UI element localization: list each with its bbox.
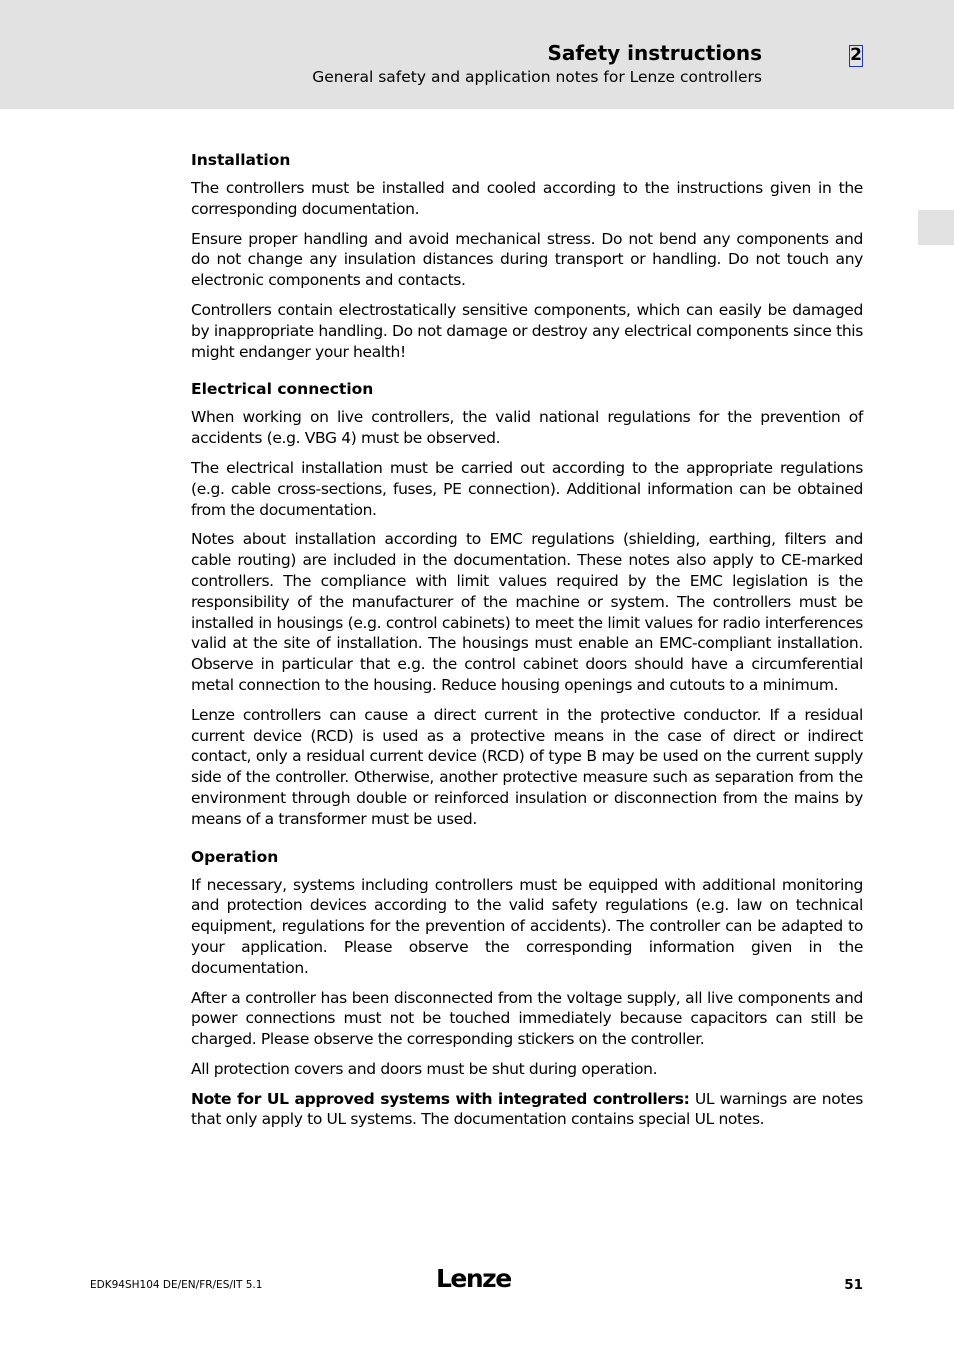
- electrical-paragraph-2: The electrical installation must be carried out according to the appropriate regulations (e.g. cable cross-sections, fuses, PE connection). Additional information can be obtained from the documentation.: [191, 458, 863, 519]
- installation-heading: Installation: [191, 151, 291, 169]
- lenze-logo: Lenze: [436, 1264, 511, 1293]
- electrical-heading: Electrical connection: [191, 380, 374, 399]
- ul-note: [191, 1089, 863, 1131]
- chapter-side-tab: [918, 210, 954, 245]
- installation-paragraph-3: Controllers contain electrostatically sensitive components, which can easily be damaged by inappropriate handling. Do not damage or destroy any electrical components since this might endanger your health!: [191, 300, 863, 361]
- ul-note-label: Note for UL approved systems with integrated controllers:: [191, 1089, 690, 1108]
- chapter-number[interactable]: 2: [850, 45, 862, 65]
- operation-paragraph-1: If necessary, systems including controllers must be equipped with additional monitoring and protection devices according to the valid safety regulations (e.g. law on technical equipment, regulations for the prevention of accidents). The controller can be adapted to your application. Please observe the corresponding information given in the documentation.: [191, 875, 863, 977]
- header-band: [0, 0, 954, 109]
- electrical-paragraph-4: Lenze controllers can cause a direct current in the protective conductor. If a residual current device (RCD) is used as a protective means in the case of direct or indirect contact, only a residual current device (RCD) of type B may be used on the current supply side of the controller. Otherwise, another protective measure such as separation from the environment through double or reinforced insulation or disconnection from the mains by means of a transformer must be used.: [191, 705, 863, 828]
- installation-paragraph-1: The controllers must be installed and cooled according to the instructions given in the corresponding documentation.: [191, 179, 863, 218]
- operation-paragraph-3: All protection covers and doors must be shut during operation.: [191, 1059, 658, 1078]
- ul-note-text: UL warnings are notes that only apply to UL systems. The documentation contains special UL notes.: [191, 1089, 863, 1129]
- page-subtitle: General safety and application notes for Lenze controllers: [312, 68, 762, 86]
- main-content: [191, 150, 863, 1130]
- electrical-paragraph-3: Notes about installation according to EMC regulations (shielding, earthing, filters and cable routing) are included in the documentation. These notes also apply to CE-marked controllers. The compliance with limit values required by the EMC legislation is the responsibility of the manufacturer of the machine or system. The controllers must be installed in housings (e.g. control cabinets) to meet the limit values for radio interferences valid at the site of installation. The housings must enable an EMC-compliant installation. Observe in particular that e.g. the control cabinet doors should have a circumferential metal connection to the housing. Reduce housing openings and cutouts to a minimum.: [191, 530, 863, 694]
- operation-paragraph-2: After a controller has been disconnected from the voltage supply, all live components and power connections must not be touched immediately because capacitors can still be charged. Please observe the corresponding stickers on the controller.: [191, 988, 863, 1049]
- installation-paragraph-2: Ensure proper handling and avoid mechanical stress. Do not bend any components and do not change any insulation distances during transport or handling. Do not touch any electronic components and contacts.: [191, 229, 863, 290]
- operation-heading: Operation: [191, 847, 279, 866]
- page-title: Safety instructions: [547, 41, 762, 65]
- electrical-paragraph-1: When working on live controllers, the valid national regulations for the prevention of accidents (e.g. VBG 4) must be observed.: [191, 408, 863, 448]
- document-id: EDK94SH104 DE/EN/FR/ES/IT 5.1: [90, 1279, 263, 1291]
- page-number: 51: [844, 1277, 863, 1293]
